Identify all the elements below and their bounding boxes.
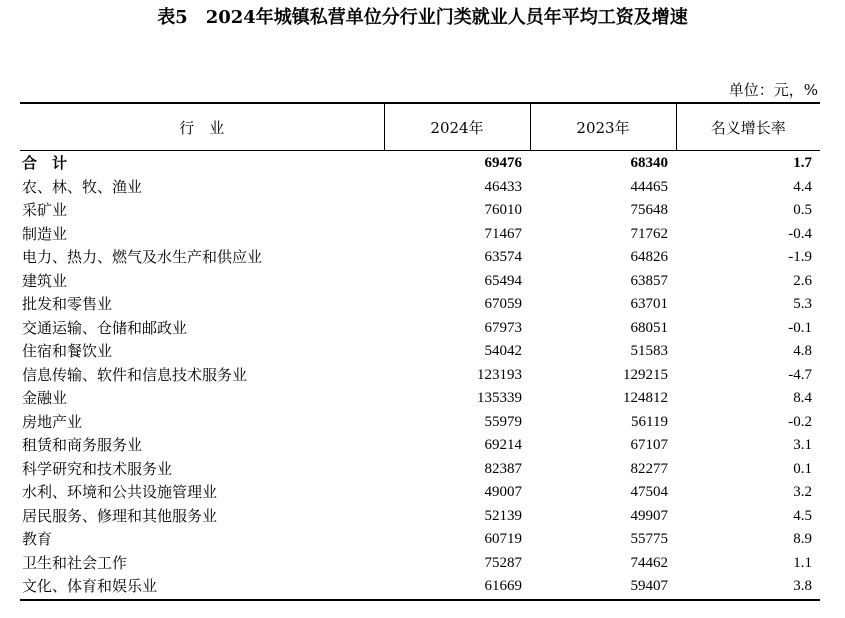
table-row — [20, 481, 820, 505]
wage-2024-cell: 135339 — [477, 390, 522, 406]
growth-rate-cell: 4.5 — [793, 507, 812, 524]
wage-2023-cell: 68051 — [630, 319, 668, 336]
wage-2023-cell: 71762 — [630, 225, 668, 242]
table-title: 表5 2024年城镇私营单位分行业门类就业人员年平均工资及增速 — [157, 7, 688, 28]
growth-rate-cell: 4.4 — [793, 178, 812, 195]
wage-2023-cell: 64826 — [630, 249, 668, 265]
growth-rate-cell: 8.9 — [793, 531, 812, 547]
table-row — [20, 458, 820, 482]
industry-name-cell: 卫生和社会工作 — [22, 553, 128, 572]
wage-2024-cell: 71467 — [484, 225, 522, 242]
header-growth: 名义增长率 — [676, 103, 820, 151]
wage-2023-cell: 75648 — [630, 202, 668, 218]
wage-2023-cell: 63701 — [630, 296, 668, 312]
growth-rate-cell: 4.8 — [793, 343, 812, 359]
table-row — [20, 176, 820, 200]
table-row — [20, 364, 820, 388]
growth-rate-cell: 3.8 — [793, 578, 812, 594]
header-row — [20, 103, 820, 151]
wage-2024-cell: 60719 — [484, 531, 522, 547]
table-row — [20, 199, 820, 223]
table-row — [20, 552, 820, 576]
wage-2024-cell: 76010 — [484, 202, 522, 218]
wage-2024-cell: 65494 — [484, 272, 522, 289]
table-row — [20, 505, 820, 529]
wage-2024-cell: 123193 — [477, 366, 522, 383]
growth-rate-cell: 3.1 — [793, 437, 812, 453]
industry-name-cell: 金融业 — [22, 389, 68, 407]
header-2023: 2023年 — [530, 103, 676, 151]
table-row — [20, 270, 820, 294]
wage-2023-cell: 49907 — [630, 507, 668, 524]
industry-name-cell: 水利、环境和公共设施管理业 — [22, 483, 218, 501]
table-row — [20, 317, 820, 341]
industry-name-cell: 租赁和商务服务业 — [22, 436, 143, 454]
wage-2024-cell: 69476 — [484, 155, 522, 171]
table-row — [20, 293, 820, 317]
wage-2024-cell: 54042 — [484, 343, 522, 359]
wage-2023-cell: 47504 — [630, 484, 668, 500]
industry-name-cell: 住宿和餐饮业 — [22, 342, 113, 360]
header-industry: 行 业 — [20, 103, 384, 151]
growth-rate-cell: 2.6 — [793, 272, 812, 289]
wage-2024-cell: 63574 — [484, 249, 522, 265]
industry-name-cell: 制造业 — [22, 224, 68, 243]
table-row — [20, 434, 820, 458]
table-row — [20, 246, 820, 270]
table-row — [20, 528, 820, 552]
table-row — [20, 340, 820, 364]
wage-2023-cell: 129215 — [623, 366, 668, 383]
wage-2024-cell: 69214 — [484, 437, 522, 453]
wage-2023-cell: 63857 — [630, 272, 668, 289]
industry-name-cell: 农、林、牧、渔业 — [22, 177, 143, 196]
growth-rate-cell: -0.4 — [788, 225, 812, 242]
table-body — [20, 151, 820, 600]
wage-2023-cell: 44465 — [630, 178, 668, 195]
unit-note: 单位：元，% — [728, 81, 818, 99]
growth-rate-cell: 5.3 — [793, 296, 812, 312]
wage-2024-cell: 82387 — [484, 460, 522, 477]
industry-name-cell: 交通运输、仓储和邮政业 — [22, 318, 188, 337]
industry-name-cell: 采矿业 — [22, 201, 68, 219]
growth-rate-cell: -4.7 — [788, 366, 812, 383]
wage-2024-cell: 67059 — [484, 296, 522, 312]
table-row — [20, 223, 820, 247]
wage-2024-cell: 49007 — [484, 484, 522, 500]
wage-2024-cell: 46433 — [484, 178, 522, 195]
growth-rate-cell: 0.5 — [793, 202, 812, 218]
header-2024: 2024年 — [384, 103, 530, 151]
total-row — [20, 151, 820, 176]
wage-2024-cell: 75287 — [484, 554, 522, 571]
table-row — [20, 387, 820, 411]
wage-2023-cell: 124812 — [623, 390, 668, 406]
table-header — [20, 103, 820, 151]
industry-name-cell: 教育 — [22, 530, 53, 548]
growth-rate-cell: -0.1 — [788, 319, 812, 336]
industry-name-cell: 文化、体育和娱乐业 — [22, 577, 158, 595]
industry-name-cell: 居民服务、修理和其他服务业 — [22, 506, 218, 525]
wage-table — [20, 102, 820, 601]
wage-2023-cell: 55775 — [630, 531, 668, 547]
wage-2023-cell: 74462 — [630, 554, 668, 571]
industry-name-cell: 建筑业 — [22, 271, 68, 290]
industry-name-cell: 信息传输、软件和信息技术服务业 — [22, 365, 248, 384]
wage-2023-cell: 59407 — [630, 578, 668, 594]
wage-2023-cell: 67107 — [630, 437, 668, 453]
industry-name-cell: 房地产业 — [22, 412, 83, 431]
wage-2024-cell: 55979 — [484, 413, 522, 430]
wage-2023-cell: 56119 — [631, 413, 668, 430]
wage-2024-cell: 67973 — [484, 319, 522, 336]
growth-rate-cell: 3.2 — [793, 484, 812, 500]
wage-2024-cell: 52139 — [484, 507, 522, 524]
growth-rate-cell: 1.7 — [793, 155, 812, 171]
growth-rate-cell: -1.9 — [788, 249, 812, 265]
wage-2023-cell: 82277 — [630, 460, 668, 477]
table-row — [20, 411, 820, 435]
growth-rate-cell: 8.4 — [793, 390, 812, 406]
wage-2024-cell: 61669 — [484, 578, 522, 594]
table-row — [20, 575, 820, 600]
industry-name-cell: 合 计 — [22, 154, 68, 172]
industry-name-cell: 科学研究和技术服务业 — [22, 459, 173, 478]
industry-name-cell: 电力、热力、燃气及水生产和供应业 — [22, 248, 263, 266]
industry-name-cell: 批发和零售业 — [22, 295, 113, 313]
growth-rate-cell: 0.1 — [793, 460, 812, 477]
wage-2023-cell: 51583 — [630, 343, 668, 359]
growth-rate-cell: -0.2 — [788, 413, 812, 430]
wage-2023-cell: 68340 — [630, 155, 668, 171]
growth-rate-cell: 1.1 — [793, 554, 812, 571]
